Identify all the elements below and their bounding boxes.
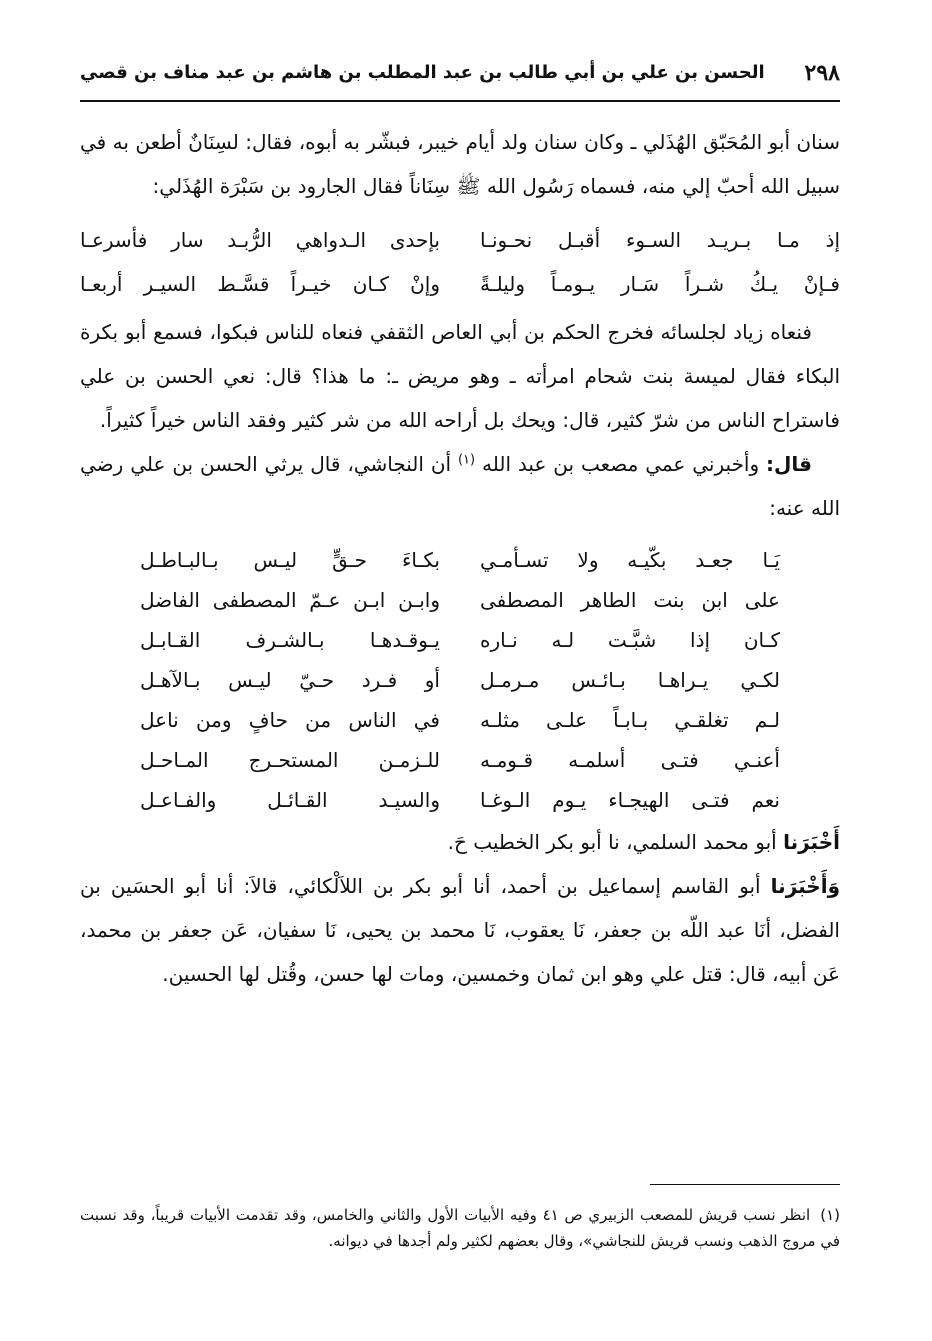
poem-jarud [80,218,840,306]
page-header [80,58,840,94]
verse-second-hemistich: يـوقـدهـا بـالشـرف القـابـل [140,628,440,652]
lead-word: وَأَخْبَرَنا [770,874,840,898]
header-rule [80,100,840,102]
verse-first-hemistich: كـان إذا شبَّـت لـه نـاره [480,628,780,652]
text-segment: وأخبرني عمي مصعب بن عبد الله [482,452,767,476]
poem-verse [140,660,780,700]
footnote-reference: (١) [457,452,476,468]
poem-verse [140,780,780,820]
verse-first-hemistich: لـم تغلقـي بـابـاً علـى مثلـه [480,708,780,732]
text-segment: أبو محمد السلمي، نا أبو بكر الخطيب حَ. [447,830,784,854]
poem-verse [140,540,780,580]
footnote-marker: (١) [820,1206,840,1224]
poem-verse [80,262,840,306]
verse-first-hemistich: إذ مـا بـريـد السـوء أقبـل نحـونـا [480,228,840,252]
lead-word: أَخْبَرَنا [783,830,840,854]
verse-second-hemistich: في الناس من حافٍ ومن ناعل [140,708,440,732]
verse-first-hemistich: على ابن بنت الطاهر المصطفى [480,588,780,612]
verse-first-hemistich: فـإنْ يـكُ شـراً سَـار يـومـاً وليلـةً [480,272,840,296]
poem-verse [140,740,780,780]
poem-verse [140,620,780,660]
footnote-text: انظر نسب قريش للمصعب الزبيري ص ٤١ وفيه الأبيات الأول والثاني والخامس، وقد تقدمت الأبيات قريباً، وقد نسبت في مروج الذهب ونسب قريش للنجاشي»، وقال بعضهم لكثير ولم أجدها في ديوانه. [80,1206,840,1250]
paragraph-sinan: سنان أبو المُحَبّق الهُذَلي ـ وكان سنان ولد أيام خيبر، فبشّر به أبوه، فقال: لسِنَانٌ أطعن به في سبيل الله أحبّ إلي منه، فسماه رَسُول الله ﷺ سِنَاناً فقال الجارود بن سَبْرَة الهُذَلي: [80,130,840,198]
verse-second-hemistich: وابـن ابـن عـمّ المصطفى الفاضل [140,588,440,612]
verse-first-hemistich: يَـا جعـد بكّيـه ولا تسـأمـي [480,548,780,572]
footnote-separator [650,1184,840,1185]
verse-second-hemistich: بإحدى الـدواهي الرُّبـد سار فأسرعـا [80,228,440,252]
verse-first-hemistich: أعنـي فتـى أسلمـه قـومـه [480,748,780,772]
lead-word: قال: [766,452,813,476]
verse-second-hemistich: أو فـرد حـيّ ليـس بـالآهـل [140,668,440,692]
verse-first-hemistich: نعم فتـى الهيجـاء يـوم الـوغـا [480,788,780,812]
paragraph-isnad-1 [80,820,840,864]
poem-verse [140,580,780,620]
text-segment: أبو القاسم إسماعيل بن أحمد، أنا أبو بكر بن اللاَلْكائي، قالاَ: أنا أبو الحسَين بن الفضل، أنَا عبد اللّه بن جعفر، نَا يعقوب، نَا محمد بن يحيى، نَا سفيان، عَن جعفر بن محمد، عَن أبيه، قال: قتل علي وهو ابن ثمان وخمسين، ومات لها حسن، وقُتل لها الحسين. [80,874,840,986]
verse-second-hemistich: للـزمـن المستحـرج المـاحـل [140,748,440,772]
page-number: ٢٩٨ [804,60,840,86]
verse-first-hemistich: لكـي يـراهـا بـائـس مـرمـل [480,668,780,692]
text-segment: أن النجاشي، قال يرثي الحسن بن علي رضي الله عنه: [80,452,840,520]
paragraph-najashi-intro [80,442,840,530]
verse-second-hemistich: بكـاءَ حـقٍّ ليـس بـالبـاطـل [140,548,440,572]
main-text [80,120,840,996]
paragraph-ziyad: فنعاه زياد لجلسائه فخرج الحكم بن أبي العاص الثقفي فنعاه للناس فبكوا، فسمع أبو بكرة البكاء فقال لميسة بنت شحام امرأته ـ وهو مريض ـ: ما هذا؟ قال: نعي الحسن بن علي فاستراح الناس من شرّ كثير، قال: ويحك بل أراحه الله من شر كثير وفقد الناس خيراً كثيراً. [80,320,840,432]
paragraph-isnad-2 [80,864,840,996]
poem-verse [140,700,780,740]
verse-second-hemistich: والسيـد القـائـل والفـاعـل [140,788,440,812]
running-title: الحسن بن علي بن أبي طالب بن عبد المطلب بن هاشم بن عبد مناف بن قصي [80,62,765,83]
poem-verse [80,218,840,262]
poem-najashi [140,540,780,820]
verse-second-hemistich: وإنْ كـان خيـراً قسَّـط السيـر أربعـا [80,272,440,296]
footnotes [80,1202,840,1254]
